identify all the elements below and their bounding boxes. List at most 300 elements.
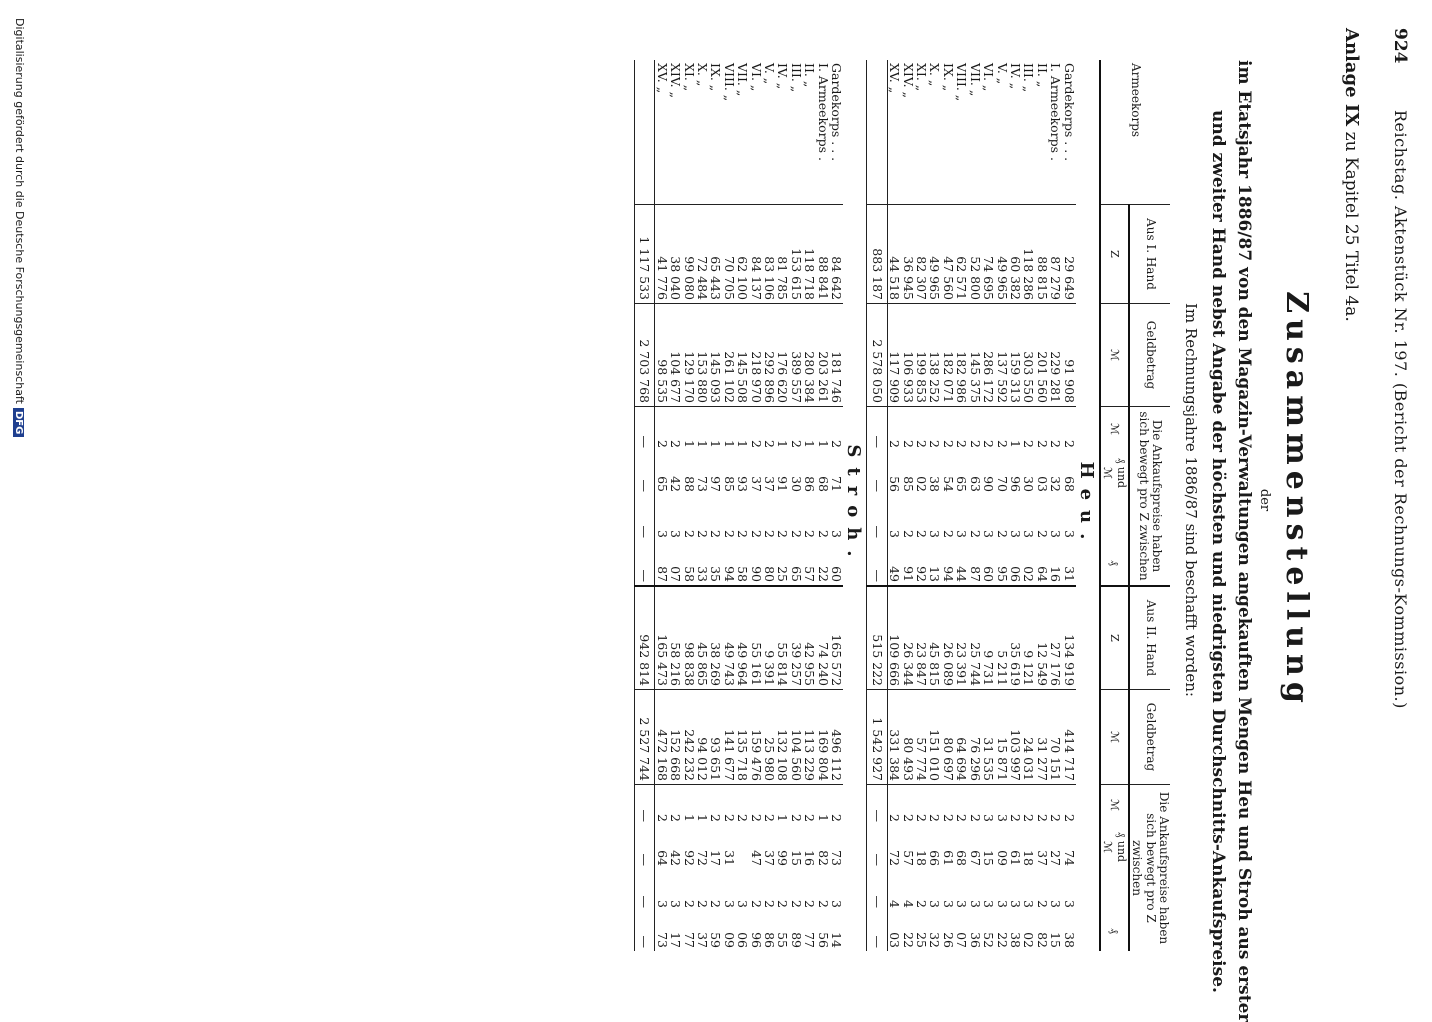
table-cell: 4: [887, 900, 903, 908]
table-cell: 2: [669, 407, 682, 452]
table-cell: 2: [721, 530, 737, 538]
table-cell: 496 112: [830, 690, 843, 785]
table-cell: 159 476: [749, 690, 762, 785]
table-cell: 09: [994, 850, 1010, 866]
table-cell: 176 620: [776, 304, 789, 407]
table-cell: 1: [816, 407, 829, 452]
table-cell: 3: [668, 530, 684, 538]
table-cell: 23 847: [915, 586, 928, 690]
table-cell: 3: [1007, 530, 1023, 538]
table-cell: 9 731: [982, 586, 995, 690]
table-cell: 27 176: [1049, 586, 1062, 690]
table-cell: 72 484: [696, 205, 709, 304]
table-cell: 3: [1061, 900, 1077, 908]
table-cell: 2: [1022, 785, 1035, 826]
row-label: XV. „: [654, 63, 670, 94]
table-cell: 91 908: [1062, 304, 1075, 407]
table-cell: 242 232: [682, 690, 695, 785]
table-cell: 49 743: [722, 586, 735, 690]
table-cell: 12 549: [1035, 586, 1048, 690]
table-cell: [736, 825, 749, 869]
row-label: Gardekorps . . .: [1061, 63, 1077, 162]
table-cell: 201 560: [1035, 304, 1048, 407]
table-cell: 2: [982, 407, 995, 452]
table-row: [655, 60, 669, 951]
table-cell: 331 384: [887, 690, 901, 785]
table-cell: 80 697: [942, 690, 955, 785]
table-cell: 3: [995, 785, 1008, 826]
table-cell: 45 865: [696, 586, 709, 690]
table-cell: 85: [900, 476, 916, 492]
sum-cell: —: [867, 869, 887, 911]
table-cell: 73: [829, 850, 845, 866]
table-cell: 15: [788, 850, 804, 866]
table-cell: 33: [695, 566, 710, 582]
table-cell: 14: [829, 932, 845, 948]
table-cell: 3: [982, 785, 995, 826]
table-cell: 2: [695, 530, 710, 538]
table-cell: 3: [1021, 900, 1037, 908]
row-label: I. Armeekorps .: [1048, 63, 1064, 161]
table-cell: 22: [815, 566, 831, 582]
table-cell: 37: [762, 476, 778, 492]
annex-label: Anlage IX: [1341, 28, 1362, 127]
table-cell: 86: [802, 476, 818, 492]
table-row: [830, 60, 843, 951]
table-row: [887, 60, 901, 951]
row-label: Gardekorps . . .: [829, 63, 845, 162]
col-amount-2: Geldbetrag: [1129, 690, 1170, 785]
table-cell: 2: [1035, 407, 1048, 452]
table-row: [789, 60, 802, 951]
table-cell: 37: [1034, 850, 1050, 866]
unit-and: ₰ und ℳ: [1100, 825, 1129, 869]
row-label: XI. „: [681, 63, 697, 92]
table-cell: 165 473: [655, 586, 669, 690]
sum-cell: —: [867, 785, 887, 826]
table-cell: 2: [967, 530, 983, 538]
table-cell: 72: [695, 850, 710, 866]
table-cell: 137 592: [995, 304, 1008, 407]
sum-cell: —: [867, 495, 887, 541]
table-row: [915, 60, 928, 951]
table-row: [669, 60, 682, 951]
unit-pf: ₰: [1100, 541, 1129, 586]
table-cell: 37: [762, 850, 778, 866]
table-row: [696, 60, 709, 951]
table-cell: 74 240: [816, 586, 829, 690]
table-cell: 37: [748, 476, 764, 492]
unit-pf: ₰: [1100, 911, 1129, 951]
table-cell: 18: [1021, 850, 1037, 866]
table-cell: 3: [887, 530, 903, 538]
table-cell: 88 841: [816, 205, 829, 304]
table-cell: 87 279: [1049, 205, 1062, 304]
table-cell: 2: [789, 407, 802, 452]
table-cell: 38: [1007, 932, 1023, 948]
unit-z: Z: [1100, 586, 1129, 690]
row-label: X. „: [927, 63, 943, 87]
table-cell: 56: [815, 932, 831, 948]
table-cell: 2: [942, 407, 955, 452]
table-cell: 60: [829, 566, 845, 582]
table-cell: 92: [681, 850, 697, 866]
table-cell: 4: [900, 900, 916, 908]
table-cell: 80: [762, 566, 778, 582]
table-row: [803, 60, 816, 951]
table-cell: 24 031: [1022, 690, 1035, 785]
table-cell: 2: [1034, 900, 1050, 908]
table-cell: 59: [708, 932, 724, 948]
sum-cell: —: [634, 495, 654, 541]
unit-m: ℳ: [1100, 304, 1129, 407]
table-cell: 56: [887, 476, 903, 492]
table-cell: 2: [914, 530, 930, 538]
row-label: IX. „: [708, 63, 724, 92]
table-cell: 2: [994, 530, 1010, 538]
table-cell: 74: [1061, 850, 1077, 866]
table-cell: 2: [762, 900, 778, 908]
table-cell: 49 964: [736, 586, 749, 690]
row-label: V. „: [762, 63, 778, 85]
table-cell: 3: [954, 900, 970, 908]
row-label: I. Armeekorps .: [815, 63, 831, 161]
table-cell: 1: [696, 785, 709, 826]
table-cell: 68: [1061, 476, 1077, 492]
table-cell: 03: [1034, 476, 1050, 492]
table-cell: 2: [669, 785, 682, 826]
table-cell: 280 384: [803, 304, 816, 407]
table-cell: 2: [789, 785, 802, 826]
table-cell: 94 012: [696, 690, 709, 785]
table-cell: 2: [655, 407, 669, 452]
table-cell: 02: [1021, 566, 1037, 582]
annex-text: zu Kapitel 25 Titel 4a.: [1341, 131, 1361, 322]
table-row: [982, 60, 995, 951]
table-cell: 2: [940, 530, 956, 538]
table-cell: 2: [915, 785, 928, 826]
table-cell: 82: [815, 850, 831, 866]
table-cell: 2: [815, 530, 831, 538]
table-cell: 3: [1048, 900, 1064, 908]
table-cell: 1: [722, 407, 735, 452]
table-cell: 02: [1021, 932, 1037, 948]
section-heading: [1076, 60, 1100, 951]
table-cell: 1: [816, 785, 829, 826]
table-cell: 87: [654, 566, 670, 582]
table-cell: 2: [1022, 407, 1035, 452]
table-cell: 81 785: [776, 205, 789, 304]
table-cell: 135 718: [736, 690, 749, 785]
table-row: [955, 60, 968, 951]
table-cell: 199 853: [915, 304, 928, 407]
table-cell: 2: [749, 785, 762, 826]
table-cell: 95: [994, 566, 1010, 582]
table-cell: 15: [1048, 932, 1064, 948]
sum-cell: —: [634, 825, 654, 869]
table-cell: 62 100: [736, 205, 749, 304]
subtitle-line-3: Im Rechnungsjahre 1886/87 sind beschafft worden:: [1182, 303, 1200, 697]
table-cell: 132 108: [776, 690, 789, 785]
table-cell: 2: [802, 530, 818, 538]
table-cell: 159 313: [1009, 304, 1022, 407]
col-amount: Geldbetrag: [1129, 304, 1170, 407]
table-cell: 229 281: [1049, 304, 1062, 407]
table-cell: 2: [681, 900, 697, 908]
table-cell: 85: [721, 476, 737, 492]
table-cell: 60 382: [1009, 205, 1022, 304]
table-cell: 117 909: [887, 304, 901, 407]
table-cell: 31: [721, 850, 737, 866]
table-row: [776, 60, 789, 951]
table-cell: 151 010: [928, 690, 941, 785]
table-cell: 2: [803, 785, 816, 826]
table-cell: 2: [815, 900, 831, 908]
table-cell: 82: [1034, 932, 1050, 948]
section-title: Heu.: [1075, 461, 1097, 550]
table-cell: 32: [1048, 476, 1064, 492]
table-cell: 62 571: [955, 205, 968, 304]
row-label: XIV. „: [668, 63, 684, 99]
table-cell: 83 106: [763, 205, 776, 304]
table-cell: 2: [900, 530, 916, 538]
table-cell: 3: [1061, 530, 1077, 538]
table-cell: 2: [748, 530, 764, 538]
table-cell: 41 776: [655, 205, 669, 304]
table-cell: 2: [788, 900, 804, 908]
table-cell: 2: [830, 785, 843, 826]
table-cell: 2: [955, 407, 968, 452]
table-cell: 472 168: [655, 690, 669, 785]
table-cell: 36 945: [901, 205, 914, 304]
table-cell: 113 229: [803, 690, 816, 785]
table-cell: 2: [788, 530, 804, 538]
table-cell: 104 677: [669, 304, 682, 407]
table-cell: 42: [668, 476, 684, 492]
table-cell: 3: [981, 530, 997, 538]
subtitle-line-1: im Etatsjahr 1886/87 von den Magazin-Verwaltungen angekauften Mengen Heu und Stroh aus erster: [1234, 60, 1254, 1022]
table-cell: 42 955: [803, 586, 816, 690]
table-cell: 61: [1007, 850, 1023, 866]
table-cell: 9 391: [763, 586, 776, 690]
table-cell: 30: [788, 476, 804, 492]
table-cell: 182 071: [942, 304, 955, 407]
table-cell: 37: [695, 932, 710, 948]
table-cell: 35: [708, 566, 724, 582]
table-cell: 2: [763, 407, 776, 452]
table-cell: 47: [748, 850, 764, 866]
table-cell: 2: [655, 785, 669, 826]
table-cell: 31: [1061, 566, 1077, 582]
table-cell: 09: [721, 932, 737, 948]
table-cell: 87: [967, 566, 983, 582]
sum-cell: —: [867, 911, 887, 951]
table-row: [749, 60, 762, 951]
table-cell: 1: [776, 407, 789, 452]
table-cell: 66: [927, 850, 943, 866]
table-cell: 32: [927, 932, 943, 948]
table-cell: 16: [802, 850, 818, 866]
table-row: [968, 60, 981, 951]
table-cell: 169 804: [816, 690, 829, 785]
table-cell: 141 677: [722, 690, 735, 785]
table-cell: 103 997: [1009, 690, 1022, 785]
table-cell: 55 161: [749, 586, 762, 690]
table-cell: 38 040: [669, 205, 682, 304]
table-cell: 2: [968, 785, 981, 826]
table-cell: 2: [830, 407, 843, 452]
sum-cell: 2 703 768: [634, 304, 654, 407]
table-cell: 18: [914, 850, 930, 866]
table-cell: 104 560: [789, 690, 802, 785]
table-cell: 203 261: [816, 304, 829, 407]
table-cell: 90: [981, 476, 997, 492]
table-cell: 2: [762, 530, 778, 538]
table-cell: 64: [1034, 566, 1050, 582]
table-row: [1009, 60, 1022, 951]
table-row: [928, 60, 941, 951]
table-cell: 17: [708, 850, 724, 866]
table-cell: 1: [696, 407, 709, 452]
table-cell: 13: [927, 566, 943, 582]
table-cell: 22: [900, 932, 916, 948]
subtitle-line-2: und zweiter Hand nebst Angabe der höchsten und niedrigsten Durchschnitts-Ankaufspreise.: [1208, 110, 1228, 993]
table-cell: 65: [654, 476, 670, 492]
table-cell: 98 535: [655, 304, 669, 407]
table-cell: 91: [775, 476, 791, 492]
table-row: [995, 60, 1008, 951]
col-prices-1: Die Ankaufspreise haben sich bewegt pro Z zwischen: [1129, 407, 1170, 587]
unit-m: ℳ: [1100, 785, 1129, 826]
table-cell: 42: [668, 850, 684, 866]
col-prices-2: Die Ankaufspreise haben sich bewegt pro Z zwischen: [1129, 785, 1170, 952]
table-cell: 3: [954, 530, 970, 538]
table-cell: 60: [981, 566, 997, 582]
row-label: XV. „: [887, 63, 903, 94]
footer-text: Digitalisierung gefördert durch die Deutsche Forschungsgemeinschaft: [13, 18, 26, 404]
table-cell: 49 965: [995, 205, 1008, 304]
table-cell: 2: [708, 900, 724, 908]
sum-cell: 2 578 050: [867, 304, 887, 407]
table-cell: 261 102: [722, 304, 735, 407]
table-cell: 65: [788, 566, 804, 582]
table-cell: 2: [681, 530, 697, 538]
table-cell: 58: [681, 566, 697, 582]
table-cell: 70: [994, 476, 1010, 492]
table-cell: 2: [915, 407, 928, 452]
table-cell: 2: [1062, 407, 1075, 452]
table-cell: 47 560: [942, 205, 955, 304]
table-row: [1049, 60, 1062, 951]
row-label: III. „: [788, 63, 804, 93]
table-cell: 109 666: [887, 586, 901, 690]
sum-cell: —: [867, 541, 887, 586]
sum-cell: —: [867, 825, 887, 869]
table-cell: 2: [736, 785, 749, 826]
row-label: II. „: [1034, 63, 1050, 88]
table-cell: 2: [1034, 530, 1050, 538]
table-cell: 9 121: [1022, 586, 1035, 690]
table-cell: 26 344: [901, 586, 914, 690]
row-label: IV. „: [1007, 63, 1023, 90]
sum-cell: —: [634, 541, 654, 586]
table-cell: 52: [981, 932, 997, 948]
table-cell: 2: [995, 407, 1008, 452]
table-cell: 3: [1007, 900, 1023, 908]
sum-cell: 1 117 533: [634, 205, 654, 304]
table-row: [722, 60, 735, 951]
table-cell: 23 391: [955, 586, 968, 690]
table-cell: 2: [901, 785, 914, 826]
table-cell: 2: [914, 900, 930, 908]
table-cell: 57 774: [915, 690, 928, 785]
table-cell: 38: [1061, 932, 1077, 948]
table-cell: 2: [708, 530, 724, 538]
unit-m: ℳ: [1100, 407, 1129, 452]
table-cell: 2: [735, 530, 751, 538]
table-cell: 153 880: [696, 304, 709, 407]
table-cell: 2: [887, 407, 901, 452]
table-cell: 389 557: [789, 304, 802, 407]
table-cell: 129 170: [682, 304, 695, 407]
table-cell: 2: [722, 785, 735, 826]
table-cell: 06: [735, 932, 751, 948]
table-cell: 94: [721, 566, 737, 582]
table-cell: 61: [940, 850, 956, 866]
table-cell: 96: [1007, 476, 1023, 492]
row-label: XIV. „: [900, 63, 916, 99]
sum-cell: —: [867, 451, 887, 495]
sum-cell: 883 187: [867, 205, 887, 304]
table-cell: 2: [928, 407, 941, 452]
table-cell: 15: [981, 850, 997, 866]
table-cell: 2: [1009, 785, 1022, 826]
table-cell: 1: [803, 407, 816, 452]
table-cell: 99: [775, 850, 791, 866]
table-cell: 25: [914, 932, 930, 948]
table-cell: 3: [940, 900, 956, 908]
row-label: VII. „: [967, 63, 983, 97]
table-cell: 2: [955, 785, 968, 826]
table-cell: 2: [709, 785, 722, 826]
table-cell: 138 252: [928, 304, 941, 407]
table-cell: 29 649: [1062, 205, 1075, 304]
annex-line: [1341, 28, 1362, 322]
table-cell: 165 572: [830, 586, 843, 690]
table-cell: 152 668: [669, 690, 682, 785]
table-row: [682, 60, 695, 951]
table-cell: 55: [775, 932, 791, 948]
sum-cell: —: [634, 451, 654, 495]
sum-cell: 1 542 927: [867, 690, 887, 785]
table-cell: 414 717: [1062, 690, 1075, 785]
table-cell: 3: [994, 900, 1010, 908]
table-cell: 2: [1049, 407, 1062, 452]
table-cell: 77: [681, 932, 697, 948]
table-cell: 218 970: [749, 304, 762, 407]
sum-cell: 2 527 744: [634, 690, 654, 785]
table-cell: 73: [654, 932, 670, 948]
table-body: [634, 60, 1100, 951]
table-cell: 93 651: [709, 690, 722, 785]
table-cell: 16: [1048, 566, 1064, 582]
table-cell: 88: [681, 476, 697, 492]
table-cell: 68: [954, 850, 970, 866]
table-cell: 96: [748, 932, 764, 948]
table-cell: 57: [802, 566, 818, 582]
section-title: Stroh.: [843, 444, 865, 567]
running-header: Reichstag. Aktenstück Nr. 197. (Bericht der Rechnungs-Kommission.): [1391, 110, 1410, 709]
